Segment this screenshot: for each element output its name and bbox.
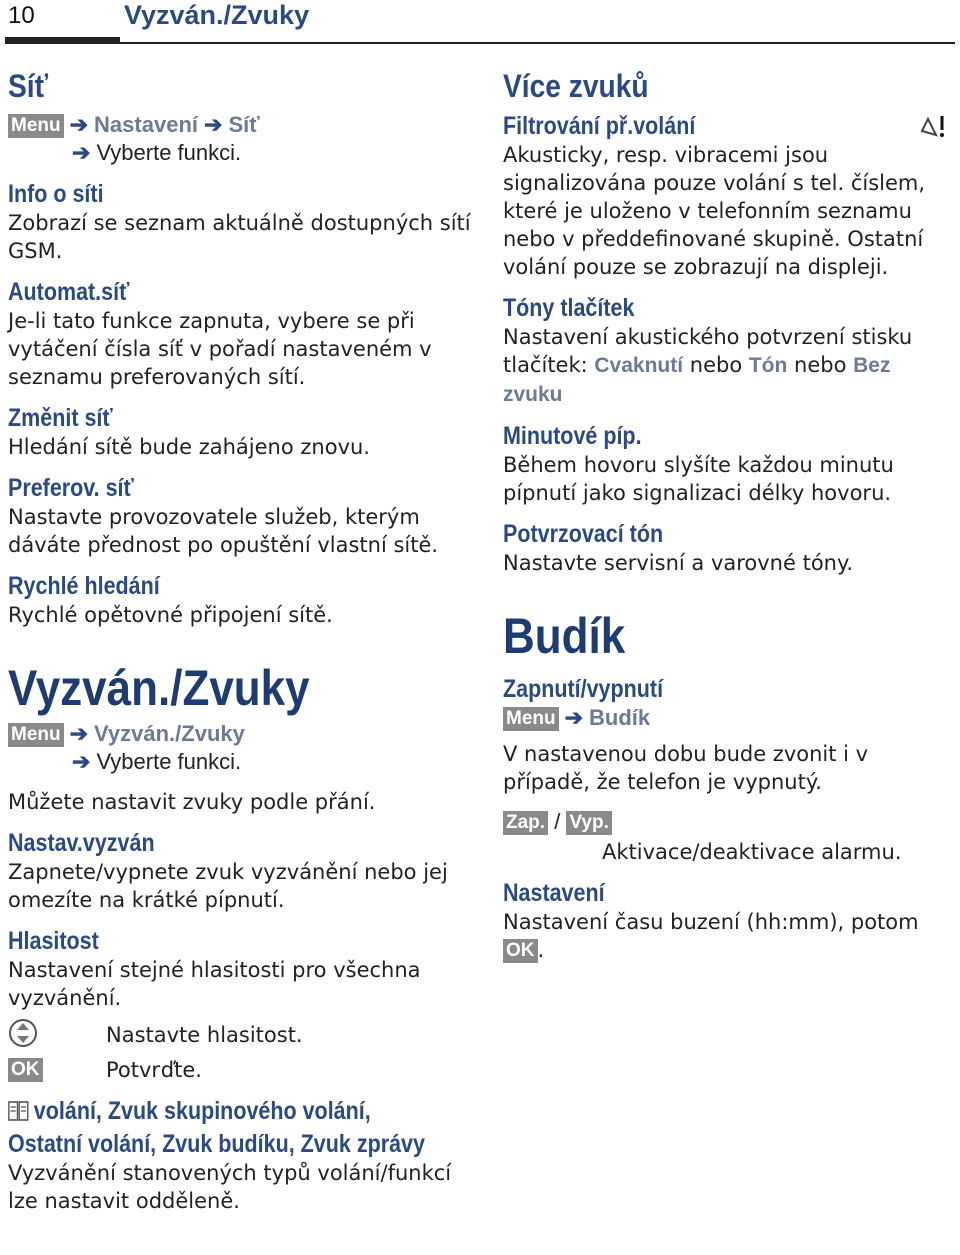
ok-key[interactable]: OK xyxy=(503,939,538,963)
nav-path-vyzvan xyxy=(8,720,478,776)
option-ton: Tón xyxy=(748,353,788,377)
item-title-nastav: Nastav.vyzván xyxy=(8,828,155,857)
arrow-icon: ➔ xyxy=(204,111,223,137)
item-text-typy: Vyzvánění stanovených typů volání/funkcí lze nastavit odděleně. xyxy=(8,1160,452,1213)
nav-path-sit xyxy=(8,111,478,167)
section-heading-sit: Síť xyxy=(8,68,49,104)
menu-key[interactable]: Menu xyxy=(8,114,64,138)
arrow-icon: ➔ xyxy=(69,111,89,137)
section-heading-vice: Více zvuků xyxy=(503,68,649,104)
nav-path-budik xyxy=(503,704,953,732)
alarm-toggle-keys xyxy=(503,808,953,836)
item-text-tony xyxy=(503,323,953,409)
nav-item[interactable]: Nastavení xyxy=(94,111,198,137)
item-text-minutove: Během hovoru slyšíte každou minutu pípnutí jako signalizaci délky hovoru. xyxy=(503,452,894,505)
item-title-potvrzovaci: Potvrzovací tón xyxy=(503,519,664,548)
key-row-text: Potvrďte. xyxy=(106,1057,202,1082)
menu-key[interactable]: Menu xyxy=(503,707,559,731)
nastaveni-end: . xyxy=(537,937,545,962)
nav-item[interactable]: Budík xyxy=(589,704,651,730)
item-title-automat: Automat.síť xyxy=(8,277,130,306)
navigation-key-icon xyxy=(8,1018,38,1048)
intro-text-vyzvan: Můžete nastavit zvuky podle přání. xyxy=(8,789,376,814)
nav-item[interactable]: Vyzván./Zvuky xyxy=(94,720,245,746)
arrow-icon: ➔ xyxy=(72,748,91,774)
menu-key[interactable]: Menu xyxy=(8,723,64,747)
zap-key[interactable]: Zap. xyxy=(503,811,548,835)
item-title-minutove: Minutové píp. xyxy=(503,421,642,450)
arrow-icon: ➔ xyxy=(564,704,584,730)
option-cvaknuti: Cvaknutí xyxy=(594,353,684,377)
tony-text: nebo xyxy=(683,352,749,377)
item-text-automat: Je-li tato funkce zapnuta, vybere se při vytáčení čísla síť v pořadí nastaveném v seznamu preferovaných sítí. xyxy=(8,308,432,389)
key-row-ok xyxy=(8,1058,478,1082)
item-text-filtrovani: Akusticky, resp. vibracemi jsou signalizována pouze volání s tel. číslem, které je uloženo v telefonním seznamu nebo v předdefinované skupině. Ostatní volání pouze se zobrazují na displeji. xyxy=(503,142,926,279)
arrow-icon: ➔ xyxy=(69,720,89,746)
item-text-zmenit: Hledání sítě bude zahájeno znovu. xyxy=(8,434,370,459)
header-rule xyxy=(5,42,955,44)
network-dependent-icon xyxy=(918,113,948,139)
key-row-text: Nastavte hlasitost. xyxy=(106,1022,303,1047)
item-text-info: Zobrazí se seznam aktuálně dostupných sítí GSM. xyxy=(8,210,471,263)
book-icon xyxy=(8,1099,29,1129)
alarm-toggle-desc: Aktivace/deaktivace alarmu. xyxy=(602,839,902,864)
nav-instruction: Vyberte funkci. xyxy=(96,139,242,165)
option-bez-zvuku: Bez zvuku xyxy=(503,353,891,406)
tony-text: Nastavení akustického potvrzení stisku tlačítek: xyxy=(503,324,913,377)
item-title-filtrovani: Filtrování př.volání xyxy=(503,111,696,140)
key-row-volume xyxy=(8,1018,478,1052)
key-separator: / xyxy=(554,808,561,834)
left-column xyxy=(8,68,478,1227)
item-text-budik: V nastavenou dobu bude zvonit i v případě, že telefon je vypnutý. xyxy=(503,741,869,794)
item-text-nastaveni xyxy=(503,908,953,964)
running-header-title: Vyzván./Zvuky xyxy=(124,0,310,30)
section-heading-vyzvan: Vyzván./Zvuky xyxy=(8,659,310,716)
ok-key[interactable]: OK xyxy=(8,1058,43,1082)
item-text-preferov: Nastavte provozovatele služeb, kterým dáváte přednost po opuštění vlastní sítě. xyxy=(8,504,439,557)
item-title-hlasitost: Hlasitost xyxy=(8,926,99,955)
item-title-info: Info o síti xyxy=(8,179,104,208)
nav-instruction: Vyberte funkci. xyxy=(96,748,242,774)
nastaveni-text: Nastavení času buzení (hh:mm), potom xyxy=(503,909,919,934)
nav-item[interactable]: Síť xyxy=(228,111,260,137)
arrow-icon: ➔ xyxy=(72,139,91,165)
tony-text: nebo xyxy=(787,352,854,377)
page-number: 10 xyxy=(8,2,35,29)
item-title-nastaveni: Nastavení xyxy=(503,878,605,907)
item-title-rychle: Rychlé hledání xyxy=(8,571,160,600)
item-text-potvrzovaci: Nastavte servisní a varovné tóny. xyxy=(503,550,854,575)
section-heading-budik: Budík xyxy=(503,607,626,664)
item-title-preferov: Preferov. síť xyxy=(8,473,134,502)
right-column xyxy=(503,68,953,976)
item-text-rychle: Rychlé opětovné připojení sítě. xyxy=(8,602,333,627)
item-title-zapnuti: Zapnutí/vypnutí xyxy=(503,674,664,703)
item-text-nastav: Zapnete/vypnete zvuk vyzvánění nebo jej omezíte na krátké pípnutí. xyxy=(8,859,448,912)
item-title-typy-2: Ostatní volání, Zvuk budíku, Zvuk zprávy xyxy=(8,1129,425,1158)
item-title-typy xyxy=(8,1096,412,1129)
item-text-hlasitost: Nastavení stejné hlasitosti pro všechna vyzvánění. xyxy=(8,957,421,1010)
typy-title-line1: volání, Zvuk skupinového volání, xyxy=(33,1096,371,1125)
vyp-key[interactable]: Vyp. xyxy=(566,811,611,835)
item-title-zmenit: Změnit síť xyxy=(8,403,113,432)
item-title-tony: Tóny tlačítek xyxy=(503,293,635,322)
